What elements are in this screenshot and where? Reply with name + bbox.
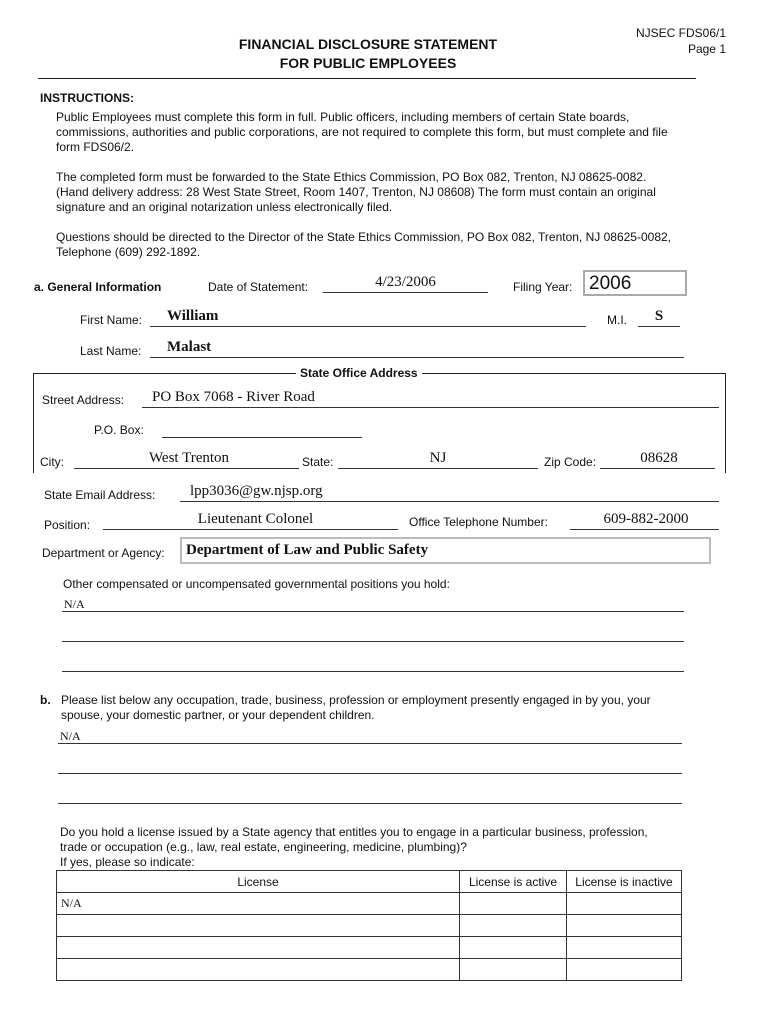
last-name-value: Malast: [167, 339, 212, 355]
mi-label: M.I.: [607, 313, 627, 327]
title-line-1: FINANCIAL DISCLOSURE STATEMENT: [238, 36, 498, 52]
other-positions-label: Other compensated or uncompensated governmental positions you hold:: [63, 577, 450, 591]
instructions-paragraph-2: [56, 170, 716, 215]
dept-value: Department of Law and Public Safety: [186, 542, 429, 558]
page-number: Page 1: [687, 42, 726, 56]
mi-value: S: [654, 308, 664, 324]
phone-label: Office Telephone Number:: [409, 515, 548, 529]
text-line: signature and an original notarization unless electronically filed.: [56, 200, 393, 214]
license-inactive-column-header: License is inactive: [567, 871, 682, 893]
page-title: [208, 35, 528, 73]
instructions-paragraph-1: [56, 110, 716, 155]
occupation-value: N/A: [60, 729, 81, 743]
state-label: State:: [302, 455, 334, 469]
inactive-cell[interactable]: [567, 959, 682, 981]
license-active-column-header: License is active: [460, 871, 567, 893]
title-line-2: FOR PUBLIC EMPLOYEES: [279, 55, 457, 71]
position-label: Position:: [44, 518, 91, 532]
email-value: lpp3036@gw.njsp.org: [190, 483, 323, 499]
active-cell[interactable]: [460, 893, 567, 915]
dept-field[interactable]: [180, 537, 711, 564]
table-row: [57, 893, 682, 915]
form-id: NJSEC FDS06/1: [635, 26, 726, 40]
text-line: Please list below any occupation, trade, business, profession or employment presently engaged in by you, your: [61, 693, 651, 707]
section-b-label: b.: [40, 693, 51, 707]
first-name-value: William: [167, 308, 219, 324]
dept-label: Department or Agency:: [42, 546, 165, 560]
license-cell[interactable]: [57, 915, 460, 937]
text-line: Public Employees must complete this form in full. Public officers, including members of certain State boards,: [56, 110, 630, 124]
license-cell[interactable]: N/A: [57, 893, 460, 915]
text-line: Telephone (609) 292-1892.: [56, 245, 201, 259]
filing-year-label: Filing Year:: [513, 280, 573, 294]
filing-year-value: 2006: [589, 273, 632, 294]
license-question: [60, 825, 720, 870]
license-cell[interactable]: [57, 959, 460, 981]
position-value: Lieutenant Colonel: [197, 511, 314, 527]
date-value: 4/23/2006: [375, 274, 436, 290]
active-cell[interactable]: [460, 915, 567, 937]
occupation-line-3[interactable]: [58, 787, 682, 804]
inactive-cell[interactable]: [567, 893, 682, 915]
text-line: Do you hold a license issued by a State agency that entitles you to engage in a particular business, profession,: [60, 825, 648, 839]
section-b-question: [61, 693, 721, 723]
instructions-heading: INSTRUCTIONS:: [40, 91, 134, 105]
occupation-line-1[interactable]: [58, 727, 682, 744]
zip-value: 08628: [640, 450, 678, 466]
table-header-row: [57, 871, 682, 893]
text-line: If yes, please so indicate:: [60, 855, 195, 869]
last-name-field[interactable]: [150, 341, 684, 358]
date-label: Date of Statement:: [208, 280, 309, 294]
text-line: spouse, your domestic partner, or your dependent children.: [61, 708, 375, 722]
text-line: The completed form must be forwarded to the State Ethics Commission, PO Box 082, Trenton, NJ 08625-0082.: [56, 170, 647, 184]
text-line: trade or occupation (e.g., law, real estate, engineering, medicine, plumbing)?: [60, 840, 467, 854]
other-positions-value: N/A: [64, 597, 85, 611]
street-value: PO Box 7068 - River Road: [152, 389, 315, 405]
last-name-label: Last Name:: [80, 344, 142, 358]
occupation-line-2[interactable]: [58, 757, 682, 774]
state-value: NJ: [429, 450, 447, 466]
form-id-block: [620, 25, 726, 57]
po-box-field[interactable]: [162, 421, 362, 438]
other-positions-line-1[interactable]: [62, 595, 684, 612]
license-column-header: License: [57, 871, 460, 893]
inactive-cell[interactable]: [567, 937, 682, 959]
other-positions-line-2[interactable]: [62, 625, 684, 642]
license-table: [56, 870, 682, 981]
filing-year-field[interactable]: [583, 270, 687, 296]
table-row: [57, 959, 682, 981]
section-a-label: a. General Information: [34, 280, 162, 294]
email-label: State Email Address:: [44, 488, 156, 502]
text-line: form FDS06/2.: [56, 140, 135, 154]
office-address-heading: State Office Address: [296, 366, 422, 380]
active-cell[interactable]: [460, 937, 567, 959]
license-cell[interactable]: [57, 937, 460, 959]
street-label: Street Address:: [42, 393, 125, 407]
other-positions-line-3[interactable]: [62, 655, 684, 672]
table-row: [57, 915, 682, 937]
instructions-paragraph-3: [56, 230, 716, 260]
text-line: Questions should be directed to the Director of the State Ethics Commission, PO Box 082, Trenton, NJ 08625-0082,: [56, 230, 671, 244]
city-value: West Trenton: [148, 450, 230, 466]
active-cell[interactable]: [460, 959, 567, 981]
text-line: (Hand delivery address: 28 West State Street, Room 1407, Trenton, NJ 08608) The form must contain an original: [56, 185, 656, 199]
first-name-label: First Name:: [80, 313, 143, 327]
phone-value: 609-882-2000: [603, 511, 689, 527]
po-box-label: P.O. Box:: [94, 423, 144, 437]
city-label: City:: [40, 455, 64, 469]
header-rule: [38, 78, 696, 79]
inactive-cell[interactable]: [567, 915, 682, 937]
text-line: commissions, authorities and public corporations, are not required to complete this form, but must complete and file: [56, 125, 668, 139]
table-row: [57, 937, 682, 959]
zip-label: Zip Code:: [544, 455, 597, 469]
